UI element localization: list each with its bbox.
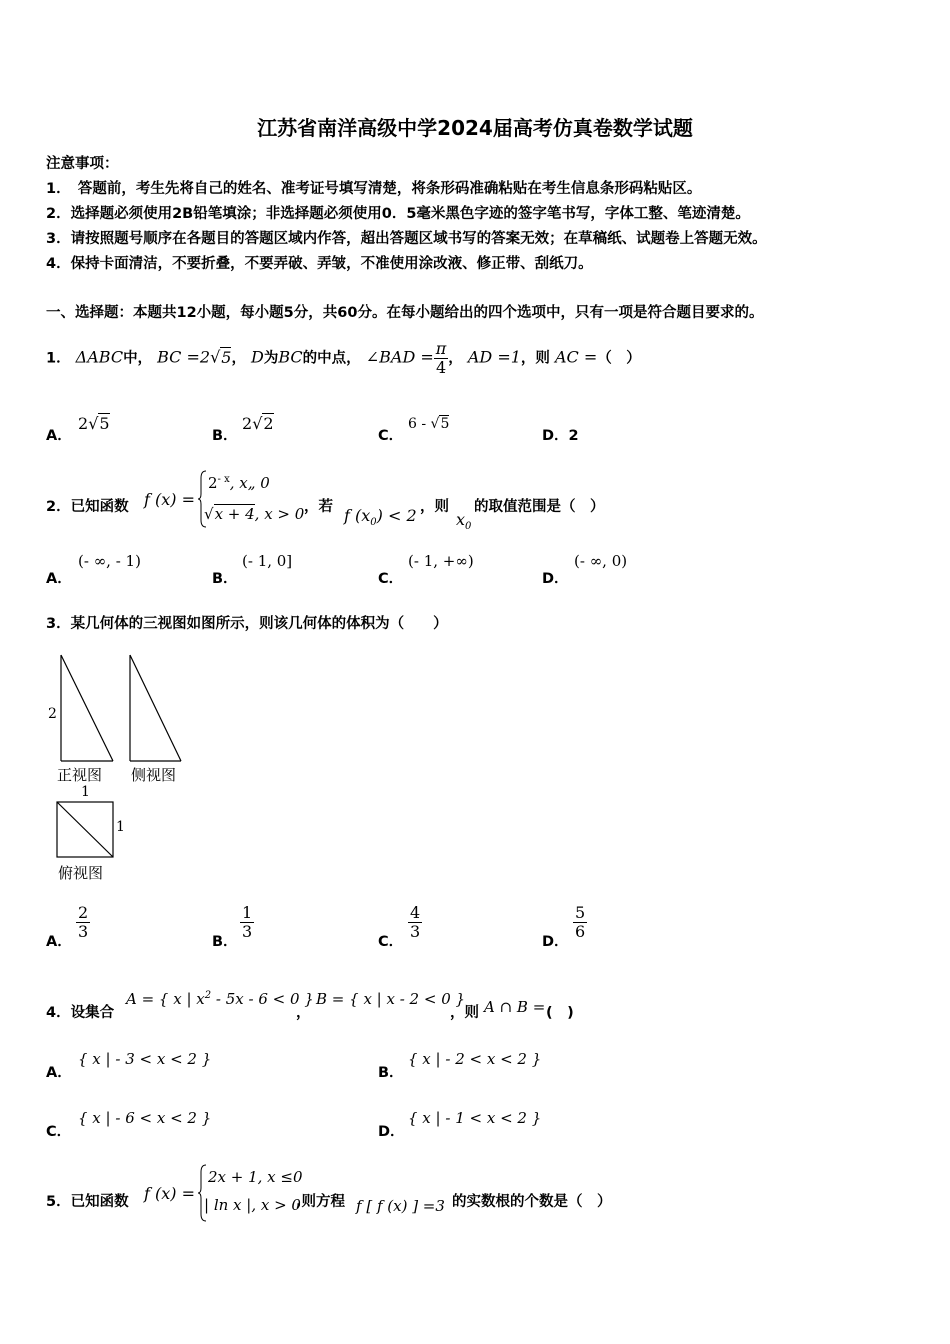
notice-item-4: 4．保持卡面清洁，不要折叠，不要弄破、弄皱，不准使用涂改液、修正带、刮纸刀。: [46, 256, 593, 272]
q1-option-c[interactable]: [408, 416, 449, 432]
case-radicand: x + 4: [214, 505, 255, 523]
set-expr: A = { x | x: [126, 990, 205, 1008]
q5-case-2: | ln x |, x > 0: [204, 1196, 301, 1214]
q3-option-a[interactable]: [76, 904, 90, 941]
fraction-denominator: 3: [242, 922, 253, 941]
top-view-label: 俯视图: [58, 864, 104, 882]
option-fraction: [408, 904, 422, 941]
sqrt-icon: √: [88, 414, 99, 433]
option-radicand: 2: [263, 414, 274, 433]
option-fraction: [573, 904, 587, 941]
q1-segment-bc: BC: [278, 347, 303, 367]
q3-option-d[interactable]: [573, 904, 587, 941]
q5-text-equation: ,则方程: [296, 1194, 346, 1210]
q4-option-b[interactable]: { x | - 2 < x < 2 }: [408, 1050, 542, 1068]
sqrt-icon: √: [430, 416, 440, 432]
q1-option-a-label[interactable]: A．: [46, 428, 72, 444]
q1-option-b[interactable]: [242, 414, 274, 433]
q2-function-name: f (x) =: [144, 490, 196, 509]
front-view-height-label: 2: [48, 706, 57, 722]
fraction-numerator: 5: [575, 903, 586, 922]
fraction-numerator: 1: [242, 903, 253, 922]
top-view-depth-label: 1: [116, 819, 125, 835]
option-value: 2: [568, 428, 579, 444]
q1-ad: AD =1: [467, 347, 521, 367]
q1-triangle: ΔABC: [75, 347, 124, 367]
q3-option-c[interactable]: [408, 904, 422, 941]
q1-text: ，则: [520, 350, 550, 367]
q5-case-1: 2x + 1, x ≤0: [208, 1168, 303, 1186]
q3-option-b-label[interactable]: B．: [212, 934, 238, 950]
q4-option-a[interactable]: { x | - 3 < x < 2 }: [78, 1050, 212, 1068]
q1-bc: [157, 347, 231, 367]
three-view-figure-front-side: [55, 652, 185, 762]
fraction-denominator: 3: [410, 922, 421, 941]
q1-text: ，: [448, 350, 463, 367]
q4-set-b: B = { x | x - 2 < 0 }: [316, 990, 466, 1008]
q1-angle: ∠BAD =: [365, 347, 434, 367]
q2-variable: [456, 510, 471, 532]
q2-condition: [344, 506, 417, 528]
front-view-label: 正视图: [57, 766, 103, 784]
q1-angle-fraction: [434, 340, 449, 377]
q2-option-d-label[interactable]: D．: [542, 571, 569, 587]
case-condition: , x„ 0: [229, 474, 270, 492]
q2-text-if: ，若: [304, 499, 333, 515]
q5-equation: f [ f (x) ] =3: [356, 1197, 445, 1215]
q4-option-c[interactable]: { x | - 6 < x < 2 }: [78, 1109, 212, 1127]
question-3: 3．某几何体的三视图如图所示，则该几何体的体积为（ ）: [46, 616, 448, 632]
side-view-edge: [130, 655, 181, 761]
option-fraction: [240, 904, 254, 941]
q2-option-a[interactable]: (- ∞, - 1): [78, 552, 141, 570]
fraction-denominator: 6: [575, 922, 586, 941]
option-radicand: 5: [440, 416, 450, 432]
q2-option-a-label[interactable]: A．: [46, 571, 72, 587]
fraction-numerator: 4: [410, 903, 421, 922]
q4-option-d[interactable]: { x | - 1 < x < 2 }: [408, 1109, 542, 1127]
fraction-numerator: π: [435, 339, 447, 358]
q3-option-c-label[interactable]: C．: [378, 934, 404, 950]
notice-item-1: 1． 答题前，考生先将自己的姓名、准考证号填写清楚，将条形码准确粘贴在考生信息条形码粘贴区。: [46, 181, 702, 197]
case-exponent: - x: [217, 474, 230, 485]
q1-option-a[interactable]: [78, 414, 110, 433]
option-value: 2: [78, 414, 89, 433]
section-heading: 一、选择题：本题共12小题，每小题5分，共60分。在每小题给出的四个选项中，只有一项是符合题目要求的。: [46, 305, 764, 321]
q1-option-c-label[interactable]: C．: [378, 428, 404, 444]
q5-function-name: f (x) =: [144, 1184, 196, 1203]
q5-text-count: 的实数根的个数是（ ）: [452, 1194, 612, 1210]
q3-option-a-label[interactable]: A．: [46, 934, 72, 950]
q3-option-d-label[interactable]: D．: [542, 934, 569, 950]
q2-option-b[interactable]: (- 1, 0]: [242, 552, 293, 570]
q1-text: ，: [231, 350, 246, 367]
q4-option-c-label[interactable]: C．: [46, 1124, 72, 1140]
fraction-denominator: 4: [435, 358, 447, 377]
front-view-edge: [61, 655, 113, 761]
option-fraction: [76, 904, 90, 941]
q3-option-b[interactable]: [240, 904, 254, 941]
top-view-width-label: 1: [81, 784, 90, 800]
q1-text: 为: [263, 350, 279, 367]
condition-subscript: 0: [370, 517, 377, 529]
condition-expr: f (x: [344, 506, 371, 525]
sqrt-icon: √: [252, 414, 263, 433]
variable-subscript: 0: [465, 521, 472, 533]
q4-intersection: A ∩ B =: [484, 998, 546, 1016]
option-label: D．: [542, 428, 569, 444]
q4-set-a: [126, 990, 314, 1008]
q1-text: 的中点，: [302, 350, 361, 367]
top-view-diagonal: [57, 802, 113, 857]
q4-text-then: ，则: [450, 1005, 479, 1021]
option-value: 6 -: [408, 416, 431, 432]
option-value: 2: [242, 414, 253, 433]
top-view-figure: [56, 801, 114, 858]
q2-case-1: [208, 474, 270, 492]
q4-option-a-label[interactable]: A．: [46, 1065, 72, 1081]
q1-option-d-label[interactable]: [542, 424, 579, 445]
side-view-label: 侧视图: [131, 766, 177, 784]
question-2-lead: 2．已知函数: [46, 499, 129, 515]
sqrt-icon: √: [204, 505, 214, 523]
variable-name: x: [456, 510, 466, 529]
notice-item-2: 2．选择题必须使用2B铅笔填涂；非选择题必须使用0．5毫米黑色字迹的签字笔书写，字体工整、笔迹清楚。: [46, 206, 750, 222]
question-5-lead: 5．已知函数: [46, 1194, 129, 1210]
question-1: [46, 340, 641, 377]
q1-bc-expr: BC =2: [157, 347, 211, 367]
q4-option-b-label[interactable]: B．: [378, 1065, 404, 1081]
fraction-denominator: 3: [78, 922, 89, 941]
exam-title: 江苏省南洋高级中学2024届高考仿真卷数学试题: [257, 116, 693, 140]
q4-text-comma: ，: [296, 1005, 311, 1021]
q2-option-b-label[interactable]: B．: [212, 571, 238, 587]
q2-option-c[interactable]: (- 1, +∞): [408, 552, 474, 570]
option-radicand: 5: [99, 414, 110, 433]
q2-option-c-label[interactable]: C．: [378, 571, 404, 587]
case-expr: 2: [208, 474, 218, 492]
set-exponent: 2: [204, 990, 212, 1001]
fraction-numerator: 2: [78, 903, 89, 922]
notice-item-3: 3．请按照题号顺序在各题目的答题区域内作答，超出答题区域书写的答案无效；在草稿纸、试题卷上答题无效。: [46, 231, 767, 247]
q4-option-d-label[interactable]: D．: [378, 1124, 405, 1140]
q1-option-b-label[interactable]: B．: [212, 428, 238, 444]
sqrt-icon: √: [210, 347, 221, 367]
set-expr: - 5x - 6 < 0 }: [211, 990, 314, 1008]
q1-text: 中，: [123, 350, 153, 367]
q1-number: 1．: [46, 350, 71, 367]
q2-text-range: 的取值范围是（ ）: [474, 499, 605, 515]
q1-ac: AC =: [554, 347, 598, 367]
q2-option-d[interactable]: (- ∞, 0): [574, 552, 628, 570]
question-4-lead: 4．设集合: [46, 1005, 115, 1021]
q2-case-2: [204, 505, 304, 523]
q2-text-then: ，则: [420, 499, 449, 515]
case-condition: , x > 0: [254, 505, 305, 523]
condition-expr: ) < 2: [376, 506, 417, 525]
q4-paren: ( ): [546, 1005, 574, 1021]
q1-bc-radicand: 5: [221, 347, 232, 367]
q1-text: （ ）: [597, 350, 641, 367]
notice-heading: 注意事项：: [46, 156, 119, 172]
q1-point-d: D: [251, 347, 264, 367]
